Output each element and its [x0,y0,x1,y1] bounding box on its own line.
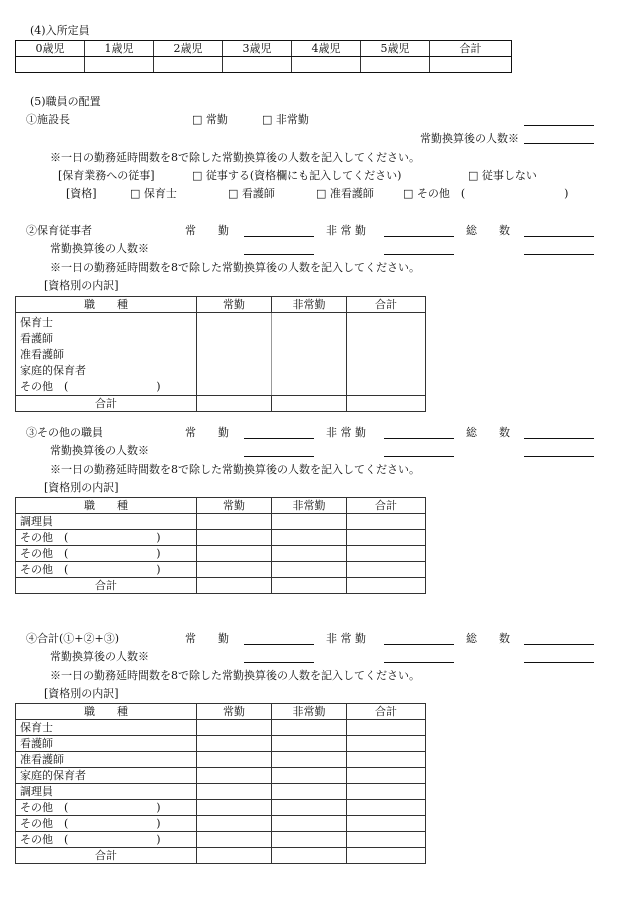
total-cell[interactable] [347,313,426,396]
qual-other-checkbox[interactable]: □ その他 ( ) [403,187,569,200]
table-row [16,546,426,562]
sum-fulltime-label: 常 勤 [185,632,229,645]
childcare-fte-fulltime-input[interactable] [244,254,314,255]
sum-fte-fulltime-input[interactable] [244,662,314,663]
other-fte-parttime-input[interactable] [384,456,454,457]
childcare-staff-title: ②保育従事者 [26,224,92,237]
childcare-engagement-label: [保育業務への従事] [58,169,155,182]
enrollment-header-2: 2歳児 [154,41,223,57]
total-cell[interactable] [347,800,426,816]
director-fulltime-checkbox[interactable]: □ 常勤 [192,113,228,126]
total-cell[interactable] [347,546,426,562]
total-full-cell[interactable] [197,848,272,864]
list-item: その他 ( ) [20,380,161,393]
childcare-fte-total-input[interactable] [524,254,594,255]
col-part: 非常勤 [272,297,347,313]
col-job: 職 種 [16,297,197,313]
director-parttime-checkbox[interactable]: □ 非常勤 [262,113,309,126]
row-label: 准看護師 [16,752,197,768]
part-cell[interactable] [272,514,347,530]
childcare-breakdown-label: [資格別の内訳] [44,279,119,292]
sum-fte-parttime-input[interactable] [384,662,454,663]
table-total-row [16,396,426,412]
table-row [16,784,426,800]
part-cell[interactable] [272,736,347,752]
sum-fte-total-input[interactable] [524,662,594,663]
table-row [16,530,426,546]
enrollment-cell-3[interactable] [223,57,292,73]
sum-parttime-label: 非 常 勤 [326,632,366,645]
enrollment-header-row [16,41,512,57]
total-row-label: 合計 [16,396,197,412]
childcare-note: ※一日の勤務延時間数を8で除した常勤換算後の人数を記入してください。 [50,261,420,274]
director-fte-label: 常勤換算後の人数※ [420,132,519,145]
table-row [16,736,426,752]
total-cell[interactable] [347,768,426,784]
childcare-fulltime-label: 常 勤 [185,224,229,237]
full-cell[interactable] [197,800,272,816]
table-header-row [16,297,426,313]
table-row [16,816,426,832]
part-cell[interactable] [272,800,347,816]
director-note: ※一日の勤務延時間数を8で除した常勤換算後の人数を記入してください。 [50,151,420,164]
full-cell[interactable] [197,816,272,832]
table-header-row [16,498,426,514]
other-breakdown-label: [資格別の内訳] [44,481,119,494]
other-fulltime-input[interactable] [244,438,314,439]
full-cell[interactable] [197,736,272,752]
total-full-cell[interactable] [197,578,272,594]
table-row [16,514,426,530]
qualification-label: [資格] [66,187,97,200]
full-cell[interactable] [197,514,272,530]
childcare-parttime-input[interactable] [384,236,454,237]
table-row [16,562,426,578]
row-label: 保育士 [16,720,197,736]
full-cell[interactable] [197,720,272,736]
other-total-label: 総 数 [466,426,510,439]
other-fulltime-label: 常 勤 [185,426,229,439]
part-cell[interactable] [272,784,347,800]
enrollment-cell-4[interactable] [292,57,361,73]
total-cell[interactable] [347,562,426,578]
col-part: 非常勤 [272,498,347,514]
col-full: 常勤 [197,704,272,720]
sum-breakdown-label: [資格別の内訳] [44,687,119,700]
row-label: その他 ( ) [16,832,197,848]
total-part-cell[interactable] [272,396,347,412]
director-blank-line[interactable] [524,125,594,126]
director-title: ①施設長 [26,113,70,126]
row-label: 看護師 [16,736,197,752]
col-part: 非常勤 [272,704,347,720]
table-total-row [16,848,426,864]
sum-parttime-input[interactable] [384,644,454,645]
total-cell[interactable] [347,832,426,848]
engaged-checkbox[interactable]: □ 従事する(資格欄にも記入してください) [192,169,402,182]
enrollment-header-total: 合計 [430,41,512,57]
list-item: 准看護師 [20,348,64,361]
total-cell[interactable] [347,514,426,530]
full-cell[interactable] [197,784,272,800]
total-cell[interactable] [347,752,426,768]
part-cell[interactable] [272,832,347,848]
enrollment-header-5: 5歳児 [361,41,430,57]
col-full: 常勤 [197,498,272,514]
other-fte-total-input[interactable] [524,456,594,457]
full-cell[interactable] [197,562,272,578]
total-part-cell[interactable] [272,578,347,594]
full-cell[interactable] [197,832,272,848]
qual-nurse-checkbox[interactable]: □ 看護師 [228,187,275,200]
full-cell[interactable] [197,313,272,396]
row-label: その他 ( ) [16,800,197,816]
total-cell[interactable] [347,720,426,736]
sum-total-label: 総 数 [466,632,510,645]
row-label: その他 ( ) [16,546,197,562]
part-cell[interactable] [272,313,347,396]
total-full-cell[interactable] [197,396,272,412]
col-full: 常勤 [197,297,272,313]
row-label: その他 ( ) [16,530,197,546]
part-cell[interactable] [272,562,347,578]
enrollment-cell-0[interactable] [16,57,85,73]
full-cell[interactable] [197,546,272,562]
enrollment-header-0: 0歳児 [16,41,85,57]
enrollment-header-3: 3歳児 [223,41,292,57]
total-part-cell[interactable] [272,848,347,864]
col-job: 職 種 [16,704,197,720]
other-note: ※一日の勤務延時間数を8で除した常勤換算後の人数を記入してください。 [50,463,420,476]
enrollment-header-1: 1歳児 [85,41,154,57]
section5-title: (5)職員の配置 [30,95,101,108]
qual-assistant-nurse-checkbox[interactable]: □ 准看護師 [316,187,374,200]
total-cell[interactable] [347,784,426,800]
part-cell[interactable] [272,720,347,736]
enrollment-cell-2[interactable] [154,57,223,73]
childcare-fte-label: 常勤換算後の人数※ [50,242,149,255]
enrollment-cell-5[interactable] [361,57,430,73]
col-total: 合計 [347,297,426,313]
childcare-fulltime-input[interactable] [244,236,314,237]
total-row-label: 合計 [16,848,197,864]
part-cell[interactable] [272,530,347,546]
enrollment-cell-total[interactable] [430,57,512,73]
full-cell[interactable] [197,768,272,784]
row-label: その他 ( ) [16,562,197,578]
other-staff-title: ③その他の職員 [26,426,103,439]
part-cell[interactable] [272,546,347,562]
total-cell[interactable] [347,736,426,752]
other-qualification-table [15,497,426,594]
row-label: その他 ( ) [16,816,197,832]
total-total-cell[interactable] [347,848,426,864]
table-row [16,832,426,848]
list-item: 看護師 [20,332,53,345]
director-fte-input[interactable] [524,143,594,144]
not-engaged-checkbox[interactable]: □ 従事しない [468,169,537,182]
table-header-row [16,704,426,720]
childcare-total-input[interactable] [524,236,594,237]
full-cell[interactable] [197,530,272,546]
childcare-fte-parttime-input[interactable] [384,254,454,255]
part-cell[interactable] [272,752,347,768]
enrollment-table [15,40,512,73]
row-label: 家庭的保育者 [16,768,197,784]
part-cell[interactable] [272,816,347,832]
table-row [16,768,426,784]
total-total-cell[interactable] [347,396,426,412]
childcare-parttime-label: 非 常 勤 [326,224,366,237]
sum-fte-label: 常勤換算後の人数※ [50,650,149,663]
table-row [16,752,426,768]
list-item: 家庭的保育者 [20,364,86,377]
other-parttime-input[interactable] [384,438,454,439]
childcare-total-label: 総 数 [466,224,510,237]
job-list [16,313,197,396]
table-total-row [16,578,426,594]
total-row-label: 合計 [16,578,197,594]
sum-qualification-table [15,703,426,864]
full-cell[interactable] [197,752,272,768]
col-total: 合計 [347,704,426,720]
sum-title: ④合計(①+②+③) [26,632,120,645]
total-total-cell[interactable] [347,578,426,594]
total-cell[interactable] [347,530,426,546]
enrollment-input-row [16,57,512,73]
row-label: 調理員 [16,514,197,530]
total-cell[interactable] [347,816,426,832]
qual-nursery-teacher-checkbox[interactable]: □ 保育士 [130,187,177,200]
other-parttime-label: 非 常 勤 [326,426,366,439]
col-job: 職 種 [16,498,197,514]
sum-note: ※一日の勤務延時間数を8で除した常勤換算後の人数を記入してください。 [50,669,420,682]
table-row [16,720,426,736]
sum-fulltime-input[interactable] [244,644,314,645]
other-fte-label: 常勤換算後の人数※ [50,444,149,457]
list-item: 保育士 [20,316,53,329]
enrollment-header-4: 4歳児 [292,41,361,57]
table-row [16,800,426,816]
other-total-input[interactable] [524,438,594,439]
row-label: 調理員 [16,784,197,800]
section4-title: (4)入所定員 [30,24,90,37]
table-body-row [16,313,426,396]
col-total: 合計 [347,498,426,514]
enrollment-cell-1[interactable] [85,57,154,73]
sum-total-input[interactable] [524,644,594,645]
other-fte-fulltime-input[interactable] [244,456,314,457]
childcare-qualification-table [15,296,426,412]
part-cell[interactable] [272,768,347,784]
